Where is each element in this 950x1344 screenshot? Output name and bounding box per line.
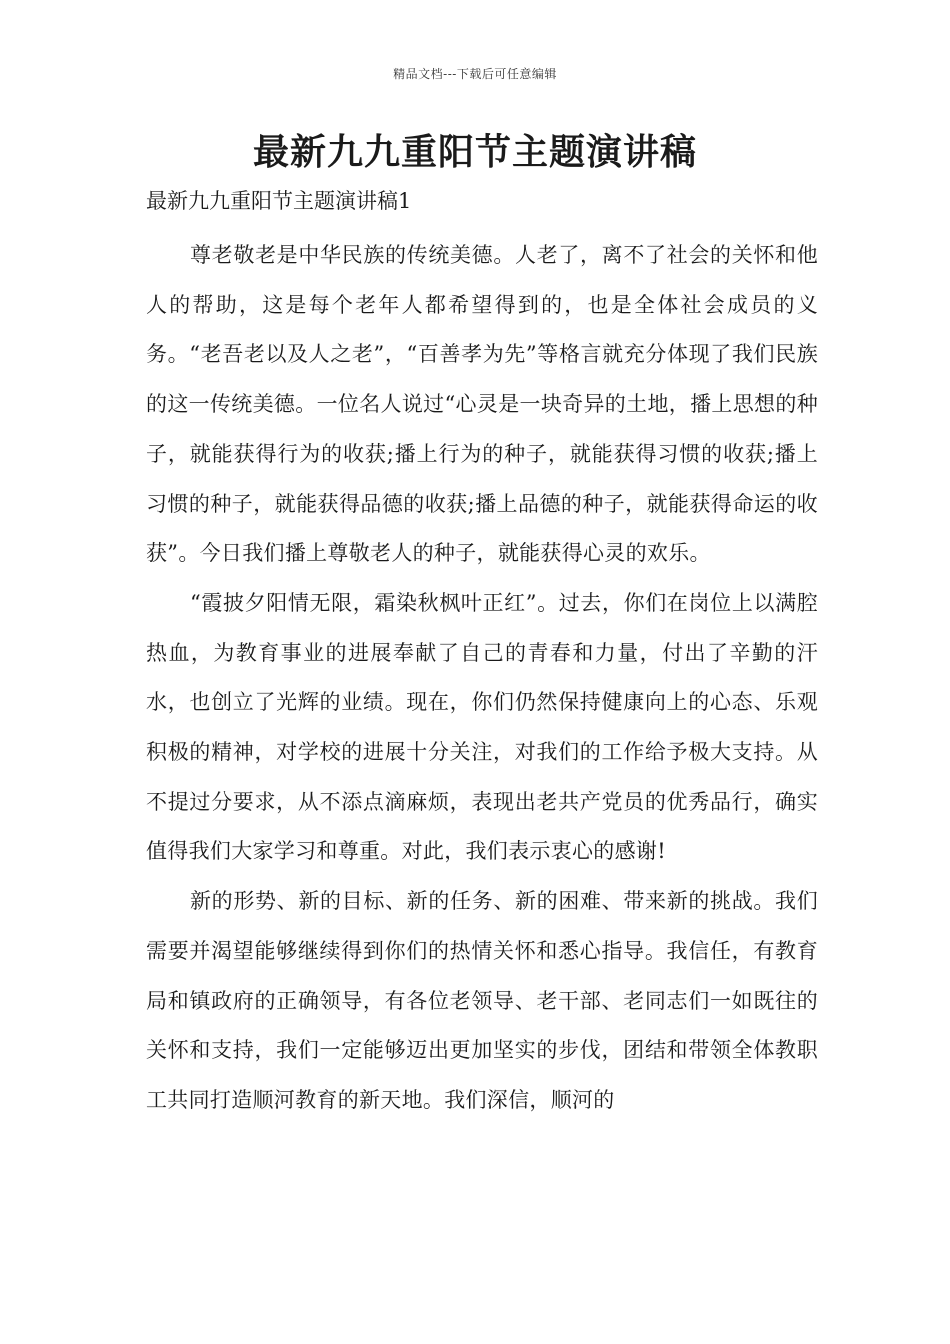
paragraph-1: 尊老敬老是中华民族的传统美德。人老了，离不了社会的关怀和他人的帮助，这是每个老年人都希望得到的，也是全体社会成员的义务。“老吾老以及人之老”，“百善孝为先”等格言就充分体现了我们民族的这一传统美德。一位名人说过“心灵是一块奇异的土地，播上思想的种子，就能获得行为的收获;播上行为的种子，就能获得习惯的收获;播上习惯的种子，就能获得品德的收获;播上品德的种子，就能获得命运的收获”。今日我们播上尊敬老人的种子，就能获得心灵的欢乐。 (146, 243, 818, 566)
header-note: 精品文档---下载后可任意编辑 (393, 67, 557, 81)
document-subtitle: 最新九九重阳节主题演讲稿1 (146, 189, 412, 213)
paragraph-2: “霞披夕阳情无限，霜染秋枫叶正红”。过去，你们在岗位上以满腔热血，为教育事业的进展奉献了自己的青春和力量，付出了辛勤的汗水，也创立了光辉的业绩。现在，你们仍然保持健康向上的心态、乐观积极的精神，对学校的进展十分关注，对我们的工作给予极大支持。从不提过分要求，从不添点滴麻烦，表现出老共产党员的优秀品行，确实值得我们大家学习和尊重。对此，我们表示衷心的感谢! (146, 590, 818, 864)
document-title: 最新九九重阳节主题演讲稿 (252, 131, 697, 173)
document-body (146, 231, 818, 1126)
paragraph-3: 新的形势、新的目标、新的任务、新的困难、带来新的挑战。我们需要并渴望能够继续得到你们的热情关怀和悉心指导。我信任，有教育局和镇政府的正确领导，有各位老领导、老干部、老同志们一如既往的关怀和支持，我们一定能够迈出更加坚实的步伐，团结和带领全体教职工共同打造顺河教育的新天地。我们深信，顺河的 (146, 889, 818, 1112)
